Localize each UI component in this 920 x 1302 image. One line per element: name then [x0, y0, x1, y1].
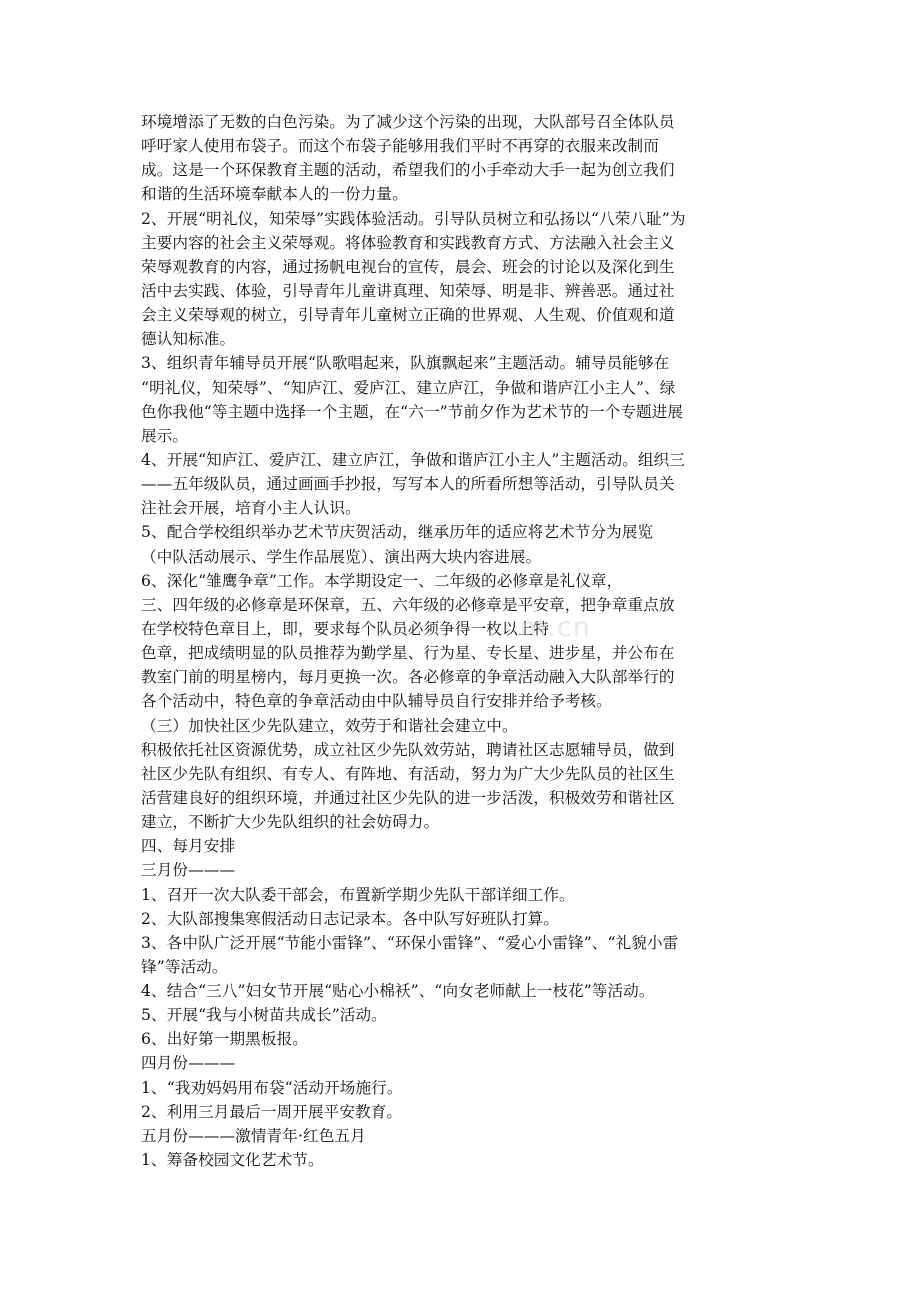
month-heading: 四月份———: [141, 1054, 236, 1073]
text-line: 展示。: [141, 426, 189, 445]
text-line: 成。这是一个环保教育主题的活动，希望我们的小手牵动大手一起为创立我们: [141, 161, 675, 180]
text-line: 2、利用三月最后一周开展平安教育。: [141, 1102, 403, 1121]
text-line: 5、开展“我与小树苗共成长”活动。: [141, 1006, 387, 1025]
watermark-text: m.cn: [520, 612, 591, 643]
text-line: 2、开展“明礼仪，知荣辱”实践体验活动。引导队员树立和弘扬以“八荣八耻”为: [141, 209, 686, 228]
text-line: 会主义荣辱观的树立，引导青年儿童树立正确的世界观、人生观、价值观和道: [141, 306, 675, 325]
text-line: 4、结合“三八”妇女节开展“贴心小棉袄”、“向女老师献上一枝花”等活动。: [141, 982, 655, 1001]
month-heading: 三月份———: [141, 861, 236, 880]
text-line: 建立，不断扩大少先队组织的社会妨碍力。: [141, 813, 440, 832]
text-line: 呼吁家人使用布袋子。而这个布袋子能够用我们平时不再穿的衣服来改制而: [141, 137, 659, 156]
text-line: 3、组织青年辅导员开展“队歌唱起来，队旗飘起来”主题活动。辅导员能够在: [141, 354, 670, 373]
text-line: 德认知标准。: [141, 330, 236, 349]
text-line: 色章，把成绩明显的队员推荐为勤学星、行为星、专长星、进步星，并公布在: [141, 644, 675, 663]
section-heading: （三）加快社区少先队建立，效劳于和谐社会建立中。: [141, 716, 518, 735]
text-line: 各个活动中，特色章的争章活动由中队辅导员自行安排并给予考核。: [141, 692, 612, 711]
text-line: 活中去实践、体验，引导青年儿童讲真理、知荣辱、明是非、辨善恶。通过社: [141, 281, 675, 300]
text-line: 锋”等活动。: [141, 957, 228, 976]
text-line: 荣辱观教育的内容，通过扬帆电视台的宣传，晨会、班会的讨论以及深化到生: [141, 257, 675, 276]
text-line: 1、召开一次大队委干部会，布置新学期少先队干部详细工作。: [141, 885, 575, 904]
text-line: 环境增添了无数的白色污染。为了减少这个污染的出现，大队部号召全体队员: [141, 113, 675, 131]
text-line: 6、出好第一期黑板报。: [141, 1030, 308, 1049]
document-body: [141, 110, 791, 1172]
text-line: 主要内容的社会主义荣辱观。将体验教育和实践教育方式、方法融入社会主义: [141, 233, 675, 252]
text-line: 1、筹备校园文化艺术节。: [141, 1151, 324, 1170]
text-line: 2、大队部搜集寒假活动日志记录本。各中队写好班队打算。: [141, 909, 560, 928]
section-heading: 四、每月安排: [141, 837, 236, 856]
text-line: 社区少先队有组织、有专人、有阵地、有活动，努力为广大少先队员的社区生: [141, 764, 675, 783]
text-line: 三、四年级的必修章是环保章，五、六年级的必修章是平安章，把争章重点放: [141, 595, 675, 614]
text-line: （中队活动展示、学生作品展览）、演出两大块内容进展。: [141, 547, 542, 566]
text-line: 4、开展“知庐江、爱庐江、建立庐江，争做和谐庐江小主人”主题活动。组织三: [141, 450, 686, 469]
text-line: 1、“我劝妈妈用布袋“活动开场施行。: [141, 1078, 403, 1097]
text-line: 积极依托社区资源优势，成立社区少先队效劳站，聘请社区志愿辅导员，做到: [141, 740, 675, 759]
text-line: 5、配合学校组织举办艺术节庆贺活动，继承历年的适应将艺术节分为展览: [141, 523, 654, 542]
text-line: 色你我他“等主题中选择一个主题，在“六一”节前夕作为艺术节的一个专题进展: [141, 402, 684, 421]
month-heading: 五月份———激情青年·红色五月: [141, 1126, 366, 1145]
text-line: 6、深化“雏鹰争章”工作。本学期设定一、二年级的必修章是礼仪章，: [141, 571, 623, 590]
text-line: “明礼仪，知荣辱”、“知庐江、爱庐江、建立庐江，争做和谐庐江小主人”、绿: [141, 378, 676, 397]
text-line: 教室门前的明星榜内，每月更换一次。各必修章的争章活动融入大队部举行的: [141, 668, 675, 687]
text-line: 和谐的生活环境奉献本人的一份力量。: [141, 185, 408, 204]
text-line: ——五年级队员，通过画画手抄报，写写本人的所看所想等活动，引导队员关: [141, 475, 675, 494]
text-line: 在学校特色章目上，即，要求每个队员必须争得一枚以上特: [141, 619, 550, 638]
text-line: 活营建良好的组织环境，并通过社区少先队的进一步活泼，积极效劳和谐社区: [141, 788, 675, 807]
text-line: 注社会开展，培育小主人认识。: [141, 499, 361, 518]
text-line: 3、各中队广泛开展“节能小雷锋”、“环保小雷锋”、“爱心小雷锋”、“礼貌小雷: [141, 933, 679, 952]
